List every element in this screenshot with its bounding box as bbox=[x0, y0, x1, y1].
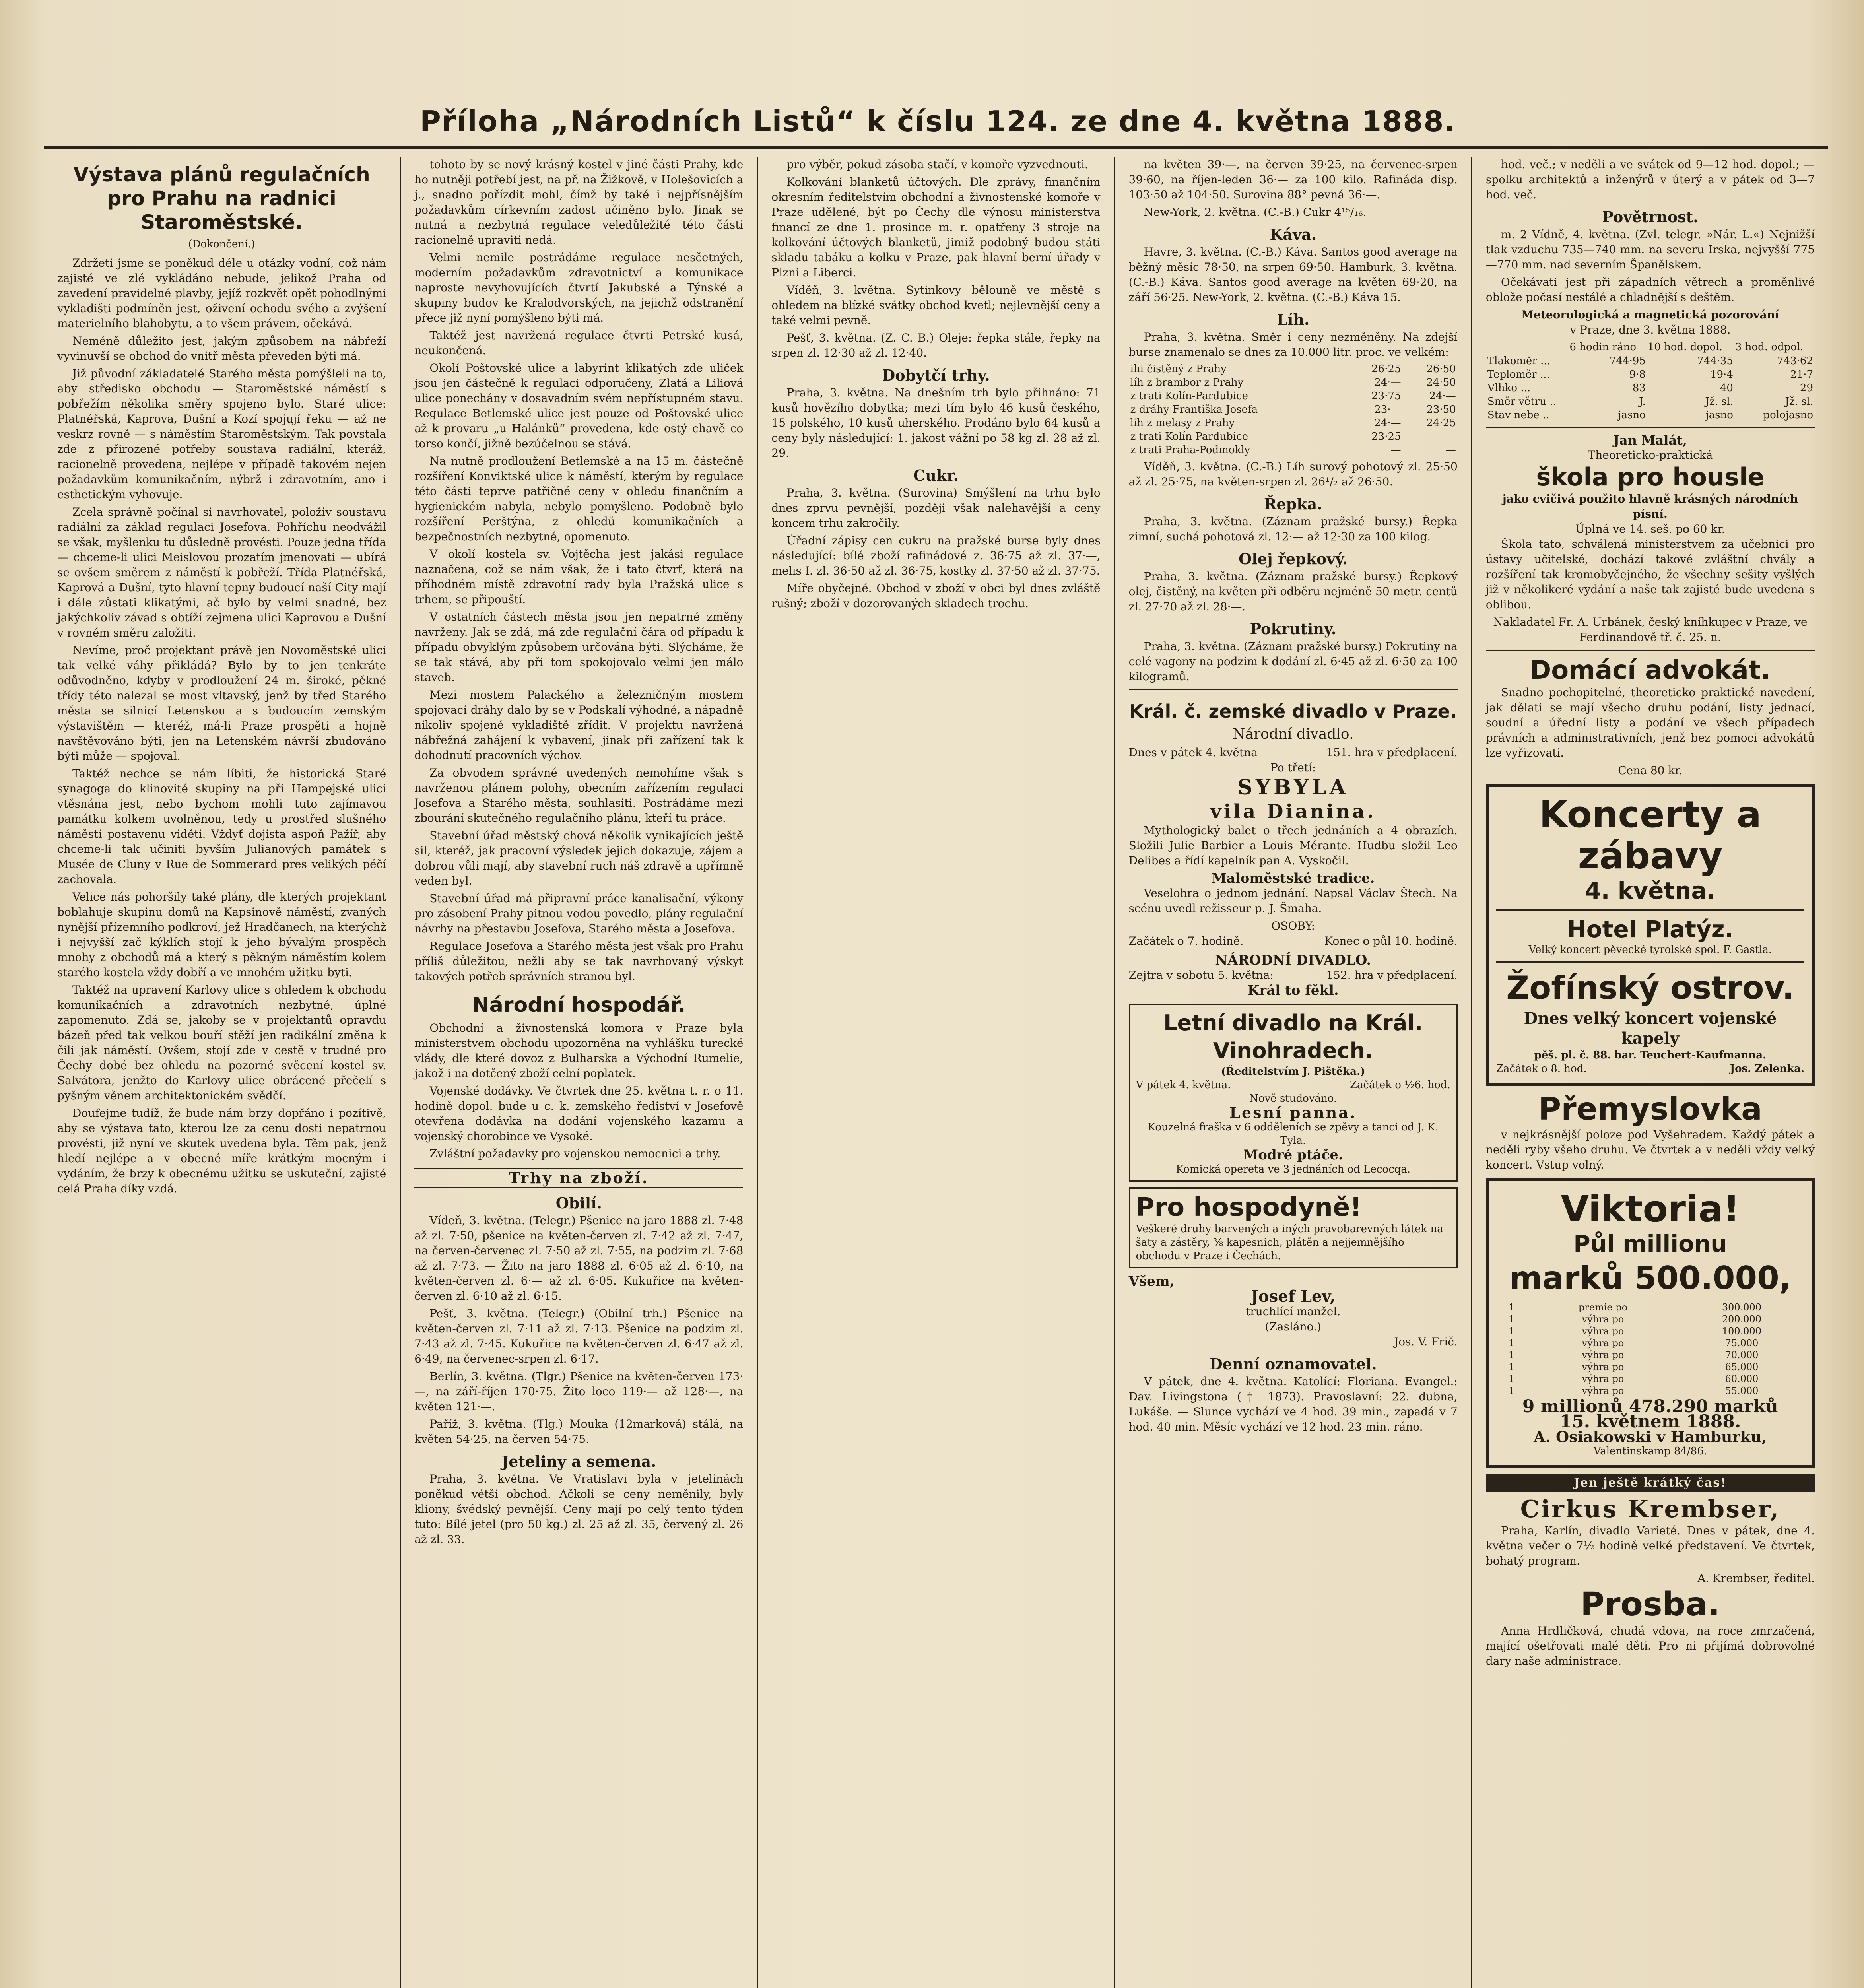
advokat-price: Cena 80 kr. bbox=[1618, 764, 1683, 777]
table-cell: premie po bbox=[1578, 1302, 1628, 1313]
weather-title: Povětrnost. bbox=[1602, 208, 1699, 226]
paragraph: Za obvodem správné uvedených nemohíme však s navrženou plánem polohy, obecním zařízením regulaci Josefova a Starého města, souhlasiti. Postrádáme mezi zbourání skutečného regulačního plánu, kteří tu práce. bbox=[414, 766, 744, 825]
zofin-desc-2: pěš. pl. č. 88. bar. Teuchert-Kaufmanna. bbox=[1534, 1049, 1767, 1061]
table-row bbox=[1496, 1373, 1804, 1385]
paragraph: Praha, 3. května. (Surovina) Smýšlení na trhu bylo dnes zprvu pevnější, později však nalehavější a ceny koncem trhu zakročily. bbox=[771, 486, 1101, 530]
divider bbox=[1496, 909, 1804, 911]
operetta-title: Modré ptáče. bbox=[1243, 1147, 1343, 1163]
paragraph: Paříž, 3. května. (Tlg.) Mouka (12marková) stálá, na květen 54·25, na červen 54·75. bbox=[414, 1417, 744, 1446]
notice-to-all: Všem, bbox=[1128, 1274, 1175, 1289]
paragraph: Havre, 3. května. (C.-B.) Káva. Santos good average na běžný měsíc 78·50, na srpen 69·50. Hamburk, 3. května. (C.-B.) Káva. Santos good average na květen 69·20, na září 56·25. New-York, 2. května. (C.-B.) Káva 15. bbox=[1128, 245, 1458, 304]
paragraph: Velmi nemile postrádáme regulace nesčetných, moderním požadavkům zdravotnictví a komunikace naproste nevyhovujících čtvrtí Jakubské a Týnské a skupiny budov ke Kralodvorských, na jejichž odstranění přece již nyní pomýšleno býti má. bbox=[414, 251, 744, 324]
malat-price: Úplná ve 14. seš. po 60 kr. bbox=[1575, 522, 1725, 536]
table-row bbox=[1496, 1337, 1804, 1349]
lottery-bank-2: Valentinskamp 84/86. bbox=[1593, 1445, 1707, 1457]
table-cell: 26·50 bbox=[1426, 363, 1456, 375]
table-cell: Vlhko ... bbox=[1487, 382, 1531, 394]
table-row bbox=[1486, 368, 1815, 381]
plea-title: Prosba. bbox=[1580, 1586, 1720, 1623]
table-cell: J. bbox=[1639, 396, 1646, 408]
table-cell: 24·25 bbox=[1426, 417, 1456, 429]
theatre-first: Po třetí: bbox=[1270, 761, 1316, 774]
table-cell: Jž. sl. bbox=[1705, 396, 1733, 408]
paragraph: Stavební úřad městský chová několik vynikajících ještě sil, kteréž, jak pracovní výsledek jejich dokazuje, zájem a dobrou vůli mají, aby stavební ruch náš zdravě a upřímně veden byl. bbox=[414, 829, 744, 887]
table-row bbox=[1129, 362, 1458, 376]
paragraph: Nevíme, proč projektant právě jen Novoměstské ulici tak velké váhy přikládá? Bylo by to jen tenkráte odůvodněno, kdyby v prodloužení 24 m. široké, pěkné třídy této nalezal se most vltavský, jenž by třed Starého města se silnicí Letenskou a s budoucím zemským výstavištěm — kteréž, má-li Praze prospěti a hojně navštěvováno býti, jen na Letenském návrší zbudováno býti může — spojoval. bbox=[57, 644, 386, 763]
next-performance: 152. hra v předplacení. bbox=[1326, 969, 1458, 982]
table-row bbox=[1129, 416, 1458, 430]
national-theatre: NÁRODNÍ DIVADLO. bbox=[1215, 952, 1371, 968]
table-cell: výhra po bbox=[1582, 1349, 1624, 1361]
article-subtitle: (Dokončení.) bbox=[188, 238, 255, 250]
theatre-performance: 151. hra v předplacení. bbox=[1326, 746, 1458, 759]
table-cell: 21·7 bbox=[1790, 369, 1814, 381]
table-cell: z trati Praha-Podmokly bbox=[1130, 444, 1250, 456]
play-title-2: vila Dianina. bbox=[1210, 800, 1376, 823]
platyz-desc: Velký koncert pěvecké tyrolské spol. F. Gastla. bbox=[1528, 944, 1772, 956]
table-cell: 1 bbox=[1508, 1361, 1515, 1373]
malat-title: škola pro housle bbox=[1536, 462, 1765, 491]
summer-time: Začátek o ½6. hod. bbox=[1349, 1079, 1450, 1091]
paragraph: Škola tato, schválená ministerstvem za učebnici pro ústavy učitelské, dochází takové zvláštní chvály a rozšíření tak kromobyčejného, že všechny sešity vyšlých již v několikeré vydání a naše tak zajisté bude uvedena s oblibou. bbox=[1485, 538, 1815, 611]
table-cell: 26·25 bbox=[1371, 363, 1401, 375]
subsection-clover: Jeteliny a semena. bbox=[501, 1452, 656, 1470]
start-time: Začátek o 7. hodině. bbox=[1128, 934, 1244, 947]
paragraph: Již původní základatelé Starého města pomýšleli na to, aby středisko obchodu — Staroměstské náměstí s pobřežím několika směry spojeno bylo. Staré ulice: Platnéřská, Kaprova, Dušní a Kozí spojují řeku — až ne veskrz rovně — s náměstím Staroměstským. Tak povstala zde z přirozené potřeby soustava radiální, kteráž, racionelně provedena, nejlépe v případě takovém nejen požadavkům komunikačním, nýbrž i zdravotním, ano i esthetickým vyhovuje. bbox=[57, 367, 386, 501]
daily-notice-title: Denní oznamovatel. bbox=[1209, 1355, 1377, 1373]
lottery-title: Viktoria! bbox=[1561, 1188, 1740, 1230]
table-row bbox=[1486, 395, 1815, 408]
summer-new: Nově studováno. bbox=[1249, 1093, 1337, 1105]
concerts-title: Koncerty a zábavy bbox=[1539, 793, 1761, 877]
paragraph: Stavební úřad má připravní práce kanalisační, výkony pro zásobení Prahy pitnou vodou povedlo, plány regulační návrhy na přestavbu Josefova, Starého města a Josefova. bbox=[414, 892, 744, 935]
circus-title: Cirkus Krembser, bbox=[1520, 1495, 1781, 1523]
table-cell: Teploměr ... bbox=[1487, 369, 1550, 381]
table-row bbox=[1129, 376, 1458, 389]
lottery-ad bbox=[1486, 1178, 1815, 1468]
table-cell: z trati Kolín-Pardubice bbox=[1130, 390, 1248, 402]
premyslovka-title: Přemyslovka bbox=[1538, 1091, 1762, 1127]
table-cell: 1 bbox=[1508, 1326, 1515, 1337]
table-cell: 200.000 bbox=[1722, 1314, 1762, 1325]
paragraph: Obchodní a živnostenská komora v Praze byla ministerstvem obchodu upozorněna na vyhlášku turecké vlády, dle které dovoz z Bulharska a Východní Rumelie, jakož i na dotčený zboží celní poplatek. bbox=[414, 1021, 744, 1080]
paragraph: Praha, 3. května. (Záznam pražské bursy.) Řepka zimní, suchá pohotová zl. 12·— až 12·30 za 100 kilog. bbox=[1128, 515, 1458, 543]
paragraph: Taktéž jest navržená regulace čtvrti Petrské kusá, neukončená. bbox=[414, 329, 744, 357]
paragraph: Anna Hrdličková, chudá vdova, na roce zmrzačená, mající ošetřovati malé děti. Pro ni přijímá dobrovolné dary naše administrace. bbox=[1485, 1624, 1815, 1668]
paragraph: pro výběr, pokud zásoba stačí, v komoře vyzvednouti. bbox=[786, 158, 1088, 171]
paragraph: tohoto by se nový krásný kostel v jiné části Prahy, kde ho nutněji potřebí jest, na př. na Žižkově, v Holešovicích a j., snadno pořízdit mohl, čímž by také i nejpřísnějším požadavkům církevním zadost učiněno bylo. Jinak se nutná a nezbytná regulace veledůležité této části racionelně upraviti nedá. bbox=[414, 158, 744, 247]
table-cell: 100.000 bbox=[1722, 1326, 1762, 1337]
table-cell: výhra po bbox=[1582, 1314, 1624, 1325]
circus-top: Jen ještě krátký čas! bbox=[1486, 1474, 1815, 1492]
table-cell: 83 bbox=[1632, 382, 1646, 394]
paragraph: v nejkrásnější poloze pod Vyšehradem. Každý pátek a neděli ryby všeho druhu. Ve čtvrtek a v neděli vždy velký koncert. Vstup volný. bbox=[1485, 1128, 1815, 1171]
table-cell: Jž. sl. bbox=[1785, 396, 1814, 408]
paragraph: Kolkování blanketů účtových. Dle zprávy, finančním okresním ředitelstvím obchodní a živnostenské komoře v Praze udělené, být po Čechy dle výnosu ministerstva financí ze dne 1. prosince m. r. opatřeny 3 stroje na kolkování účtových blanketů, jimiž podobný budou státi skladu tabáku a kolků v Praze, pak hlavní berní úřady v Plzni a Liberci. bbox=[771, 175, 1101, 279]
paragraph: Berlín, 3. května. (Tlgr.) Pšenice na květen-červen 173·—, na září-říjen 170·75. Žito loco 119·— až 128·—, na květen 121·—. bbox=[414, 1370, 744, 1413]
header-rule bbox=[44, 146, 1828, 149]
table-cell: 9·8 bbox=[1629, 369, 1646, 381]
paragraph: Praha, 3. května. Ve Vratislavi byla v jetelinách poněkud vétší obchod. Ačkoli se ceny neměnily, byly kliony, švédský pevnější. Ceny mají po celý tento týden tuto: Bílé jetel (pro 50 kg.) zl. 25 až zl. 35, červený zl. 26 až zl. 33. bbox=[414, 1472, 744, 1546]
paragraph: Okolí Poštovské ulice a labyrint klikatých zde uliček jsou jen částečně k regulaci odporučeny, Zlatá a Liliová ulice ponechány v dosavadním svém nepřístupném stavu. Regulace Betlemské ulice jest pouze od Poštovské ulice až k provaru „u Halánků“ provedena, kde ostý chavě co torso končí, jižně bezúčelnou se stává. bbox=[414, 361, 744, 450]
paragraph: Pešť, 3. května. (Telegr.) (Obilní trh.) Pšenice na květen-červen zl. 7·11 až zl. 7·13. Pšenice na podzim zl. 7·43 až zl. 7·45. Kukuřice na květen-červen zl. 6·47 až zl. 6·49, na červenec-srpen zl. 6·17. bbox=[414, 1307, 744, 1365]
lottery-bank: A. Osiakowski v Hamburku, bbox=[1534, 1428, 1767, 1446]
table-cell: 70.000 bbox=[1725, 1349, 1759, 1361]
table-cell: 24·— bbox=[1374, 377, 1401, 388]
summer-theatre-sub: (Ředitelstvím J. Pištěka.) bbox=[1221, 1066, 1365, 1077]
table-cell: — bbox=[1445, 431, 1456, 443]
signature-name: Josef Lev, bbox=[1251, 1287, 1336, 1306]
table-cell: výhra po bbox=[1582, 1385, 1624, 1396]
paragraph: Očekávati jest při západních větrech a proměnlivé oblože počasí nestálé a chladnější s deštěm. bbox=[1485, 276, 1815, 304]
paragraph: Víděň, 3. května. Sytinkovy bělouně ve městě s ohledem na blízké svátky obchod kvetl; nejlevnější ceny a také velmi pevně. bbox=[771, 283, 1101, 327]
subsection-sugar: Cukr. bbox=[913, 466, 959, 484]
table-cell: Tlakoměr ... bbox=[1487, 355, 1550, 367]
table-cell: — bbox=[1445, 444, 1456, 456]
housewives-title: Pro hospodyně! bbox=[1136, 1193, 1362, 1222]
table-cell: výhra po bbox=[1582, 1326, 1624, 1337]
table-cell: — bbox=[1390, 444, 1401, 456]
paragraph: Víděň, 3. května. (C.-B.) Líh surový pohotový zl. 25·50 až zl. 25·75, na květen-srpen zl. 26¹/₂ až 26·50. bbox=[1128, 460, 1458, 488]
table-header: 3 hod. odpol. bbox=[1735, 341, 1804, 353]
zofin-time: Začátek o 8. hod. bbox=[1496, 1063, 1587, 1075]
section-title-economy: Národní hospodář. bbox=[472, 993, 686, 1017]
table-row bbox=[1129, 403, 1458, 416]
signature-fric: Jos. V. Frič. bbox=[1394, 1335, 1458, 1348]
table-cell: 743·62 bbox=[1777, 355, 1814, 367]
paragraph: Vojenské dodávky. Ve čtvrtek dne 25. května t. r. o 11. hodině dopol. bude u c. k. zemského řediství v Josefově otevřena dodávka na dodání vojenského kazamu a vojenský chorobince ve Vysoké. bbox=[414, 1084, 744, 1143]
table-row bbox=[1486, 408, 1815, 422]
table-cell: líh z melasy z Prahy bbox=[1130, 417, 1235, 429]
table-cell: polojasno bbox=[1763, 409, 1814, 421]
sent-in: (Zasláno.) bbox=[1265, 1320, 1321, 1333]
table-row bbox=[1486, 381, 1815, 395]
subsection-grain: Obilí. bbox=[555, 1194, 602, 1212]
table-cell: jasno bbox=[1618, 409, 1646, 421]
paragraph: Mezi mostem Palackého a železničným mostem spojovací dráhy dalo by se v Podskalí výhodné, a nápadně nikoliv spojené vykladiště zřídit. V projektu navržená nábřežná zahájení k vybavení, jinak při zařízení tak k dohodnutí pracovních výchov. bbox=[414, 688, 744, 762]
column-5 bbox=[1472, 157, 1828, 1988]
play-title-3: Maloměstské tradice. bbox=[1212, 870, 1375, 886]
lottery-date: 15. květnem 1888. bbox=[1559, 1411, 1741, 1432]
paragraph: Praha, 3. května. (Záznam pražské bursy.) Pokrutiny na celé vagony na podzim k dodání zl. 6·45 až zl. 6·50 za 100 kilogramů. bbox=[1128, 640, 1458, 683]
table-row bbox=[1496, 1385, 1804, 1397]
table-row bbox=[1486, 354, 1815, 368]
table-cell: 23·— bbox=[1374, 404, 1401, 415]
paragraph: Praha, Karlín, divadlo Varieté. Dnes v pátek, dne 4. května večer o 7½ hodině velké představení. Ve čtvrtek, bohatý program. bbox=[1485, 1524, 1815, 1567]
paragraph: Na nutně prodloužení Betlemské a na 15 m. částečně rozšíření Konviktské ulice k náměstí, kterým by regulace této části teprve patřičné ceny v ohledu finančním a hygienickém nabyla, nebylo pomyšleno. Podobně bylo rozšíření Perštýna, z ohledů komunikačních a bezpečnostních nezbytné, opomenuto. bbox=[414, 454, 744, 543]
table-cell: 1 bbox=[1508, 1373, 1515, 1384]
table-cell: líh z brambor z Prahy bbox=[1130, 377, 1244, 388]
malat-author: Jan Malát, bbox=[1613, 433, 1687, 448]
malat-publisher: Nakladatel Fr. A. Urbánek, český kníhkupec v Praze, ve Ferdinandově tř. č. 25. n. bbox=[1493, 615, 1808, 644]
paragraph: Praha, 3. května. Na dnešním trh bylo přihnáno: 71 kusů hovězího dobytka; mezi tím bylo 46 kusů českého, 15 polského, 10 kusů uherského. Prodáno bylo 64 kusů a ceny byly následující: 1. jakost vážní po 58 kg zl. 28 až zl. 29. bbox=[771, 386, 1101, 460]
subsection-livestock: Dobytčí trhy. bbox=[882, 366, 990, 384]
meteo-title: Meteorologická a magnetická pozorování bbox=[1521, 308, 1779, 321]
table-cell: výhra po bbox=[1582, 1361, 1624, 1373]
table-cell: výhra po bbox=[1582, 1338, 1624, 1349]
paragraph: Praha, 3. května. (Záznam pražské bursy.) Řepkový olej, čistěný, na květen při odběru nejméně 50 metr. centů zl. 27·70 až zl. 28·—. bbox=[1128, 570, 1458, 613]
paragraph: Zcela správně počínal si navrhovatel, položiv soustavu radiální za základ regulaci Josefova. Pohříchu neodvážil se však, myšlenku tu důsledně provésti. Pouze jedna třída — chceme-li ulici Meislovou prozatím jmenovati — ubírá se ovšem směrem z náměstí k pobřeží. Třída Platnéřská, Kaprová a Dušní, tyto hlavní tepny budoucí naší City mají i dále zůstati klikatými, ač bylo by velmi snadné, bez jakýchkoliv závad s obtíží zejmena ulici Kaprovou a Dušní v rovném směru založiti. bbox=[57, 505, 386, 639]
paragraph: Mythologický balet o třech jednáních a 4 obrazích. Složili Julie Barbier a Louis Mérante. Hudbu složil Leo Delibes a řídí kapelník pan A. Vyskočil. bbox=[1128, 824, 1458, 867]
column-3 bbox=[758, 157, 1115, 1988]
divider bbox=[1496, 961, 1804, 963]
summer-play: Lesní panna. bbox=[1229, 1104, 1357, 1122]
table-cell: 300.000 bbox=[1722, 1302, 1762, 1313]
paragraph: Velice nás pohoršily také plány, dle kterých projektant boblahuje skupinu domů na Kapsinově náměstí, zvaných nynější přízemního podkroví, jež Hradčanech, na kterýchž i nejvyšší zač kýklích stojí k jeho bývalým prospěch mnohy z obchodů má a který s pěkným náměstím kolem starého kostela vždy dobří a ve mnohém užitku byti. bbox=[57, 890, 386, 979]
divider bbox=[1486, 650, 1815, 651]
paragraph: Pešť, 3. května. (Z. C. B.) Oleje: řepka stále, řepky na srpen zl. 12·30 až zl. 12·40. bbox=[771, 331, 1101, 359]
table-cell: jasno bbox=[1705, 409, 1733, 421]
paragraph: Taktéž na upravení Karlovy ulice s ohledem k obchodu komunikačních a zdravotních nezbytné, úplné zapomenuto. Zdá se, jakoby se v projektantů opravdu bázeň před tak velkou bouří stěží jen radikální změna k čili jak náměstí. Ovšem, stojí zde v cestě v trudné pro Čechy dobé bez ohledu na pozorné svěcení kostel sv. Salvátora, jenžto do Karlovy ulice obrácené přečelí s pyšným věnem architektonickém svědčí. bbox=[57, 983, 386, 1102]
paragraph: Úřadní zápisy cen cukru na pražské burse byly dnes následující: bílé zboží rafinádové z. 36·75 až zl. 37·—, melis I. zl. 36·50 až zl. 36·75, kostky zl. 37·50 až zl. 37·75. bbox=[771, 534, 1101, 577]
table-cell: 60.000 bbox=[1725, 1373, 1759, 1384]
lottery-table bbox=[1496, 1301, 1804, 1397]
columns bbox=[44, 157, 1828, 1988]
table-cell: 23·25 bbox=[1371, 431, 1401, 443]
housewives-text: Veškeré druhy barvených a iných pravobarevných látek na šaty a zástěry, ⅜ kapesnich, plátěn a nejjemnějšího obchodu v Praze i Čechách. bbox=[1136, 1223, 1443, 1262]
cast-heading: OSOBY: bbox=[1271, 919, 1315, 932]
paragraph: New-York, 2. května. (C.-B.) Cukr 4¹⁵/₁₆. bbox=[1144, 206, 1367, 219]
table-cell: 1 bbox=[1508, 1349, 1515, 1361]
table-cell: 24·— bbox=[1374, 417, 1401, 429]
table-cell: Směr větru .. bbox=[1487, 396, 1556, 408]
play-title: SYBYLA bbox=[1237, 775, 1349, 800]
paragraph: Doufejme tudíž, že bude nám brzy dopřáno i pozítivě, aby se výstava tato, kterou lze za cenu dosti nepatrnou provésti, již nyní ve skutek uvedena byla. Těm pak, jenž hledí nejlépe a v obecné míře krátkým mocným i vydáním, že brzy k obecnému užitku se uskuteční, zajisté celá Praha díky vzdá. bbox=[57, 1107, 386, 1195]
malat-sub: Theoreticko-praktická bbox=[1588, 448, 1713, 462]
table-row bbox=[1496, 1361, 1804, 1373]
platyz-title: Hotel Platýz. bbox=[1567, 916, 1734, 943]
summer-theatre-title: Letní divadlo na Král. Vinohradech. bbox=[1163, 1010, 1423, 1063]
subsection-oilcake: Pokrutiny. bbox=[1250, 620, 1336, 638]
next-date: Zejtra v sobotu 5. května: bbox=[1128, 969, 1274, 982]
paragraph: Vídeň, 3. května. (Telegr.) Pšenice na jaro 1888 zl. 7·48 až zl. 7·50, pšenice na květen-červen zl. 7·42 až zl. 7·47, na červen-červenec zl. 7·50 až zl. 7·55, na podzim zl. 7·68 až zl. 7·73. — Žito na jaro 1888 zl. 6·05 až zl. 6·10, na květen-červen zl. 6·— až zl. 6·05. Kukuřice na květen-červen zl. 6·10 až zl. 6·15. bbox=[414, 1214, 744, 1303]
divider bbox=[1129, 689, 1458, 690]
table-cell: 75.000 bbox=[1725, 1338, 1759, 1349]
paragraph: V pátek, dne 4. května. Katolící: Floriana. Evangel.: Dav. Livingstona († 1873). Pravoslavní: 22. dubna, Lukáše. — Slunce vychází ve 4 hod. 39 min., zapadá v 7 hod. 40 min. Měsíc vychází ve 12 hod. 23 min. ráno. bbox=[1128, 1375, 1458, 1433]
table-cell: 1 bbox=[1508, 1338, 1515, 1349]
paragraph: na květen 39·—, na červen 39·25, na červenec-srpen 39·60, na říjen-leden 36·— za 100 kilo. Rafináda disp. 103·50 až 104·50. Surovina 88° pevná 36·—. bbox=[1128, 158, 1458, 201]
column-4 bbox=[1115, 157, 1472, 1988]
end-time: Konec o půl 10. hodině. bbox=[1324, 934, 1458, 947]
table-cell: 40 bbox=[1720, 382, 1733, 394]
paragraph: Praha, 3. května. Směr i ceny nezměněny. Na zdejší burse znamenalo se dnes za 10.000 litr. proc. ve velkém: bbox=[1128, 330, 1458, 359]
column-2 bbox=[401, 157, 758, 1988]
summer-desc: Kouzelná fraška v 6 odděleních se zpěvy a tanci od J. K. Tyla. bbox=[1148, 1121, 1439, 1147]
table-cell: 19·4 bbox=[1710, 369, 1733, 381]
operetta-desc: Komická opereta ve 3 jednáních od Lecocqa. bbox=[1176, 1163, 1411, 1175]
meteo-table bbox=[1486, 340, 1815, 422]
theatre-subtitle: Národní divadlo. bbox=[1232, 726, 1354, 742]
lottery-big: marků 500.000, bbox=[1509, 1260, 1792, 1297]
table-cell: výhra po bbox=[1582, 1373, 1624, 1384]
table-row bbox=[1129, 430, 1458, 443]
table-header: 10 hod. dopol. bbox=[1647, 341, 1722, 353]
table-cell: 1 bbox=[1508, 1302, 1515, 1313]
table-cell: 23·50 bbox=[1426, 404, 1456, 415]
paragraph: Veselohra o jednom jednání. Napsal Václav Štech. Na scénu uvedl režisseur p. J. Šmaha. bbox=[1128, 887, 1458, 915]
paragraph: m. 2 Vídně, 4. května. (Zvl. telegr. »Nár. L.«) Nejnižší tlak vzduchu 735—740 mm. na severu Irska, nejvyšší 775—770 mm. nad severním Španělskem. bbox=[1485, 228, 1815, 271]
subsection-spirits: Líh. bbox=[1277, 311, 1310, 328]
subsection-coffee: Káva. bbox=[1270, 225, 1316, 243]
table-cell: ihi čistěný z Prahy bbox=[1130, 363, 1227, 375]
concerts-date: 4. května. bbox=[1585, 877, 1716, 904]
table-row bbox=[1496, 1301, 1804, 1313]
table-cell: 24·— bbox=[1429, 390, 1456, 402]
housewives-ad bbox=[1129, 1187, 1458, 1268]
next-play: Král to fěkl. bbox=[1247, 982, 1339, 998]
table-cell: 23·75 bbox=[1371, 390, 1401, 402]
lottery-millions: 9 millionů 478.290 marků bbox=[1522, 1396, 1778, 1417]
paragraph: Zdržeti jsme se poněkud déle u otázky vodní, což nám zajisté ve zlé vykládáno nebude, jelikož Praha od zavedení pravidelné plavby, jejíž rozkvět opět pohodlnými vykladišti podmíněn jest, oživení ochodu svého a zvýšení materielního blahobytu, a to všem právem, očekává. bbox=[57, 256, 386, 330]
meteo-sub: v Praze, dne 3. května 1888. bbox=[1570, 323, 1731, 336]
table-cell: 744·35 bbox=[1697, 355, 1733, 367]
supplement-header: Příloha „Národních Listů“ k číslu 124. ze dne 4. května 1888. bbox=[420, 105, 1456, 138]
lottery-sub: Půl millionu bbox=[1573, 1230, 1727, 1257]
zofin-title: Žofínský ostrov. bbox=[1506, 969, 1794, 1006]
paragraph: Neméně důležito jest, jakým způsobem na nábřeží vyvinuvší se obchod do vnitř města převeden býti má. bbox=[57, 334, 386, 363]
section-title-markets: Trhy na zboží. bbox=[509, 1169, 649, 1187]
spirits-price-table bbox=[1129, 362, 1458, 457]
concerts-ad bbox=[1486, 784, 1815, 1086]
table-cell: 55.000 bbox=[1725, 1385, 1759, 1396]
paragraph: Míře obyčejné. Obchod v zboží v obci byl dnes zvláště rušný; zboží v dozorovaných skladech trochu. bbox=[771, 582, 1101, 610]
table-cell: 1 bbox=[1508, 1385, 1515, 1396]
table-cell: 65.000 bbox=[1725, 1361, 1759, 1373]
advokat-title: Domácí advokát. bbox=[1530, 656, 1771, 685]
paragraph: Snadno pochopitelné, theoreticko praktické navedení, jak dělati se mají všecho druhu podání, listy jednací, soudní a úřední listy a podání ve všech případech právních a administrativních, jenž bez pomoci advokátů lze vyřizovati. bbox=[1485, 686, 1815, 759]
signature-sub: truchlící manžel. bbox=[1246, 1305, 1341, 1318]
divider bbox=[1486, 427, 1815, 428]
summer-date: V pátek 4. května. bbox=[1136, 1079, 1231, 1091]
circus-sign: A. Krembser, ředitel. bbox=[1697, 1572, 1815, 1585]
table-row bbox=[1129, 389, 1458, 403]
summer-theatre-ad bbox=[1129, 1004, 1458, 1182]
paragraph: Regulace Josefova a Starého města jest však pro Prahu příliš důležitou, nežli aby se tak navrhovaný výskyt takových potřeb správních stranou byl. bbox=[414, 940, 744, 983]
table-cell: z trati Kolín-Pardubice bbox=[1130, 431, 1248, 443]
table-row bbox=[1496, 1313, 1804, 1325]
theatre-date: Dnes v pátek 4. května bbox=[1128, 746, 1258, 759]
paragraph: V okolí kostela sv. Vojtěcha jest jakási regulace naznačena, což se nám však, že i tato čtvrť, která na příhodném místě zdravotní rady byla Pražská ulice s trhem, se připouští. bbox=[414, 547, 744, 606]
subsection-rapeseed: Řepka. bbox=[1264, 495, 1322, 513]
paragraph: Taktéž nechce se nám líbiti, že historická Staré synagoga do klinovité skupiny na při Hampejské ulici vtěsnána jest, nebo bychom mohli tuto zajímavou památku kolkem uvolněnou, tedy u prostřed slušného náměstí postavenu viděti. Vždyť dojista aspoň Pažíř, aby chceme-li tak učiniti byvším Julianových památek s Musée de Cluny v Rue de Sommerard pres velikých péčí zachovala. bbox=[57, 767, 386, 886]
malat-desc: jako cvičivá použito hlavně krásných národních písní. bbox=[1502, 492, 1798, 520]
table-row bbox=[1129, 443, 1458, 457]
column-1 bbox=[44, 157, 401, 1988]
paragraph: hod. več.; v neděli a ve svátek od 9—12 hod. dopol.; — spolku architektů a inženýrů v úterý a v pátek od 3—7 hod. več. bbox=[1485, 158, 1815, 201]
table-row bbox=[1496, 1349, 1804, 1361]
table-cell: Stav nebe .. bbox=[1487, 409, 1549, 421]
table-cell: 1 bbox=[1508, 1314, 1515, 1325]
paragraph: V ostatních částech města jsou jen nepatrné změny navrženy. Jak se zdá, má zde regulační čára od případu k případu obvyklým způsobem určována býti. Slýcháme, že se tak stává, aby při tom spokojovalo velmi jen málo staveb. bbox=[414, 610, 744, 684]
zofin-name: Jos. Zelenka. bbox=[1730, 1063, 1805, 1075]
table-row bbox=[1496, 1325, 1804, 1337]
table-cell: 744·95 bbox=[1609, 355, 1646, 367]
theatre-title: Král. č. zemské divadlo v Praze. bbox=[1129, 701, 1457, 722]
article-title: Výstava plánů regulačních pro Prahu na radnici Staroměstské. bbox=[73, 163, 370, 234]
table-header bbox=[1486, 340, 1569, 354]
subsection-oil: Olej řepkový. bbox=[1239, 550, 1348, 568]
table-cell: 29 bbox=[1800, 382, 1814, 394]
table-header: 6 hodin ráno bbox=[1569, 341, 1636, 353]
table-cell: z dráhy Františka Josefa bbox=[1130, 404, 1258, 415]
table-cell: 24·50 bbox=[1426, 377, 1456, 388]
paragraph: Zvláštní požadavky pro vojenskou nemocnici a trhy. bbox=[429, 1147, 721, 1160]
zofin-desc: Dnes velký koncert vojenské kapely bbox=[1524, 1009, 1777, 1048]
